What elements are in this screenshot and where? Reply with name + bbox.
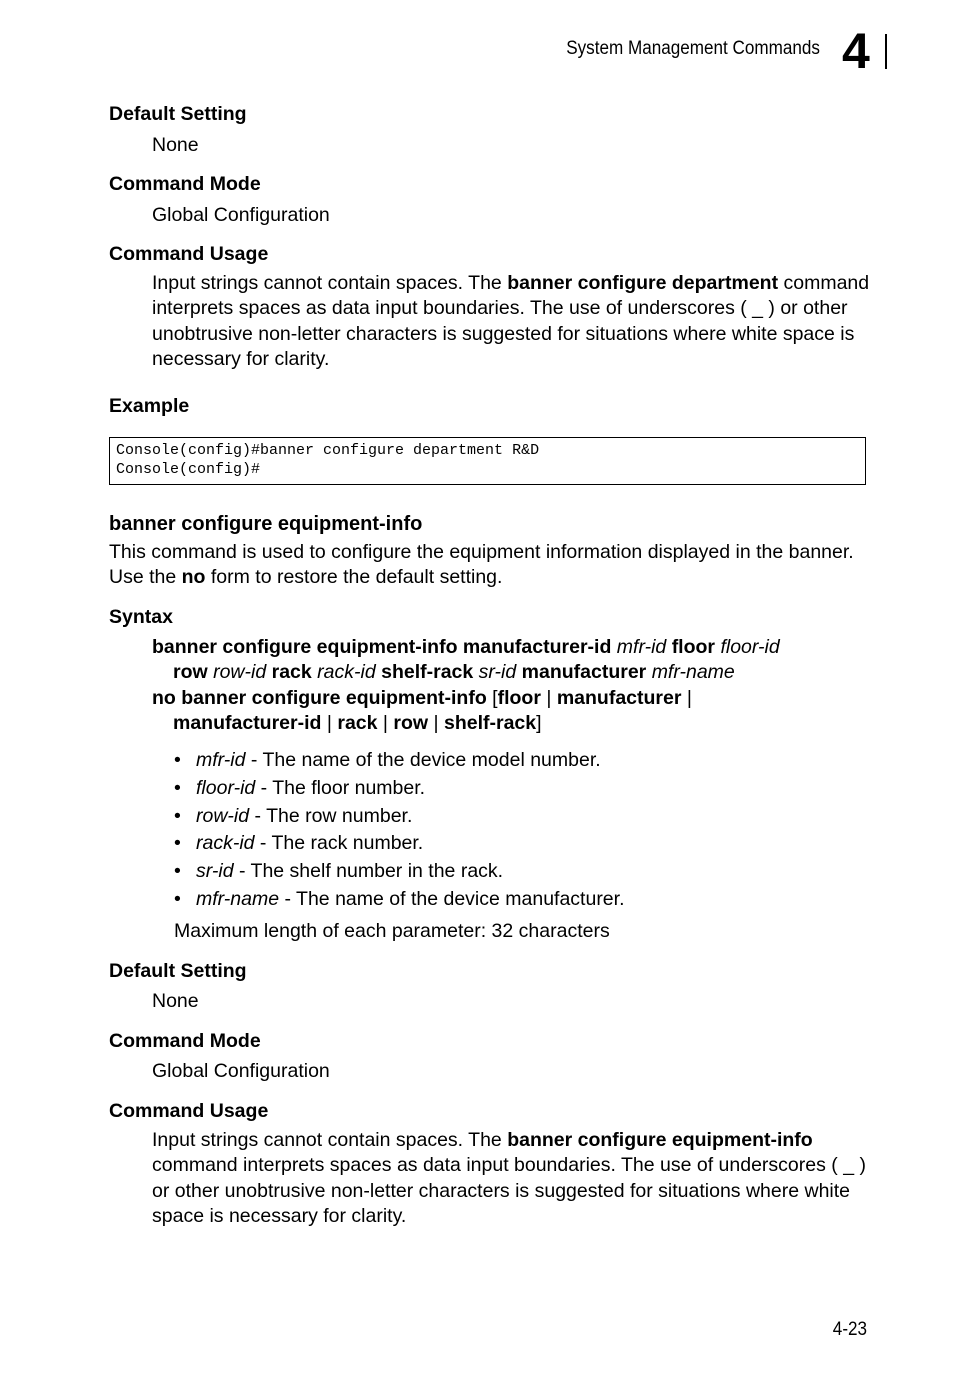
- max-length-note: Maximum length of each parameter: 32 characters: [174, 920, 610, 942]
- command-mode-heading: Command Mode: [109, 173, 261, 195]
- command-usage-text: Input strings cannot contain spaces. The banner configure equipment-info command interprets spaces as data input boundaries. The use of underscores ( _ ) or other unobtrusive non-letter characters is suggested for situations where white space is necessary for clarity.: [152, 1129, 866, 1227]
- page-number: 4-23: [832, 1319, 867, 1340]
- example-heading: Example: [109, 395, 190, 417]
- list-item: • mfr-name - The name of the device manufacturer.: [174, 887, 625, 910]
- default-setting-value: None: [152, 134, 199, 156]
- parameter-list: [174, 748, 625, 915]
- default-setting-heading: Default Setting: [109, 960, 247, 982]
- command-mode-value: Global Configuration: [152, 1060, 330, 1082]
- list-item: • row-id - The row number.: [174, 804, 413, 827]
- command-usage-heading: Command Usage: [109, 1100, 269, 1122]
- command-usage-text: Input strings cannot contain spaces. The banner configure department command interprets spaces as data input boundaries. The use of underscores ( _ ) or other unobtrusive non-letter characters is suggested for situations where white space is necessary for clarity.: [152, 272, 870, 370]
- chapter-divider: [885, 34, 887, 69]
- default-setting-value: None: [152, 990, 199, 1012]
- code-line: Console(config)#: [116, 461, 261, 478]
- list-item: • sr-id - The shelf number in the rack.: [174, 860, 504, 883]
- list-item: • mfr-id - The name of the device model number.: [174, 749, 601, 771]
- command-mode-heading: Command Mode: [109, 1030, 261, 1052]
- command-description: This command is used to configure the equipment information displayed in the banner. Use the no form to restore the default setting.: [109, 541, 854, 589]
- chapter-number: 4: [842, 23, 869, 79]
- command-keyword: banner configure equipment-info: [507, 1129, 813, 1151]
- code-line: Console(config)#banner configure department R&D: [116, 442, 540, 459]
- command-usage-heading: Command Usage: [109, 243, 269, 265]
- command-title: banner configure equipment-info: [109, 513, 423, 535]
- syntax-line-2: no banner configure equipment-info [floor | manufacturer | manufacturer-id | rack | row | shelf-rack]: [152, 687, 692, 735]
- default-setting-heading: Default Setting: [109, 103, 247, 125]
- list-item: • floor-id - The floor number.: [174, 776, 426, 799]
- command-mode-value: Global Configuration: [152, 204, 330, 226]
- code-example: [109, 437, 866, 485]
- syntax-line-1: banner configure equipment-info manufacturer-id mfr-id floor floor-id row row-id rack rack-id shelf-rack sr-id manufacturer mfr-name: [152, 636, 780, 684]
- command-keyword: banner configure department: [507, 272, 779, 294]
- syntax-heading: Syntax: [109, 606, 173, 628]
- list-item: • rack-id - The rack number.: [174, 832, 424, 855]
- running-header-title: System Management Commands: [566, 38, 820, 59]
